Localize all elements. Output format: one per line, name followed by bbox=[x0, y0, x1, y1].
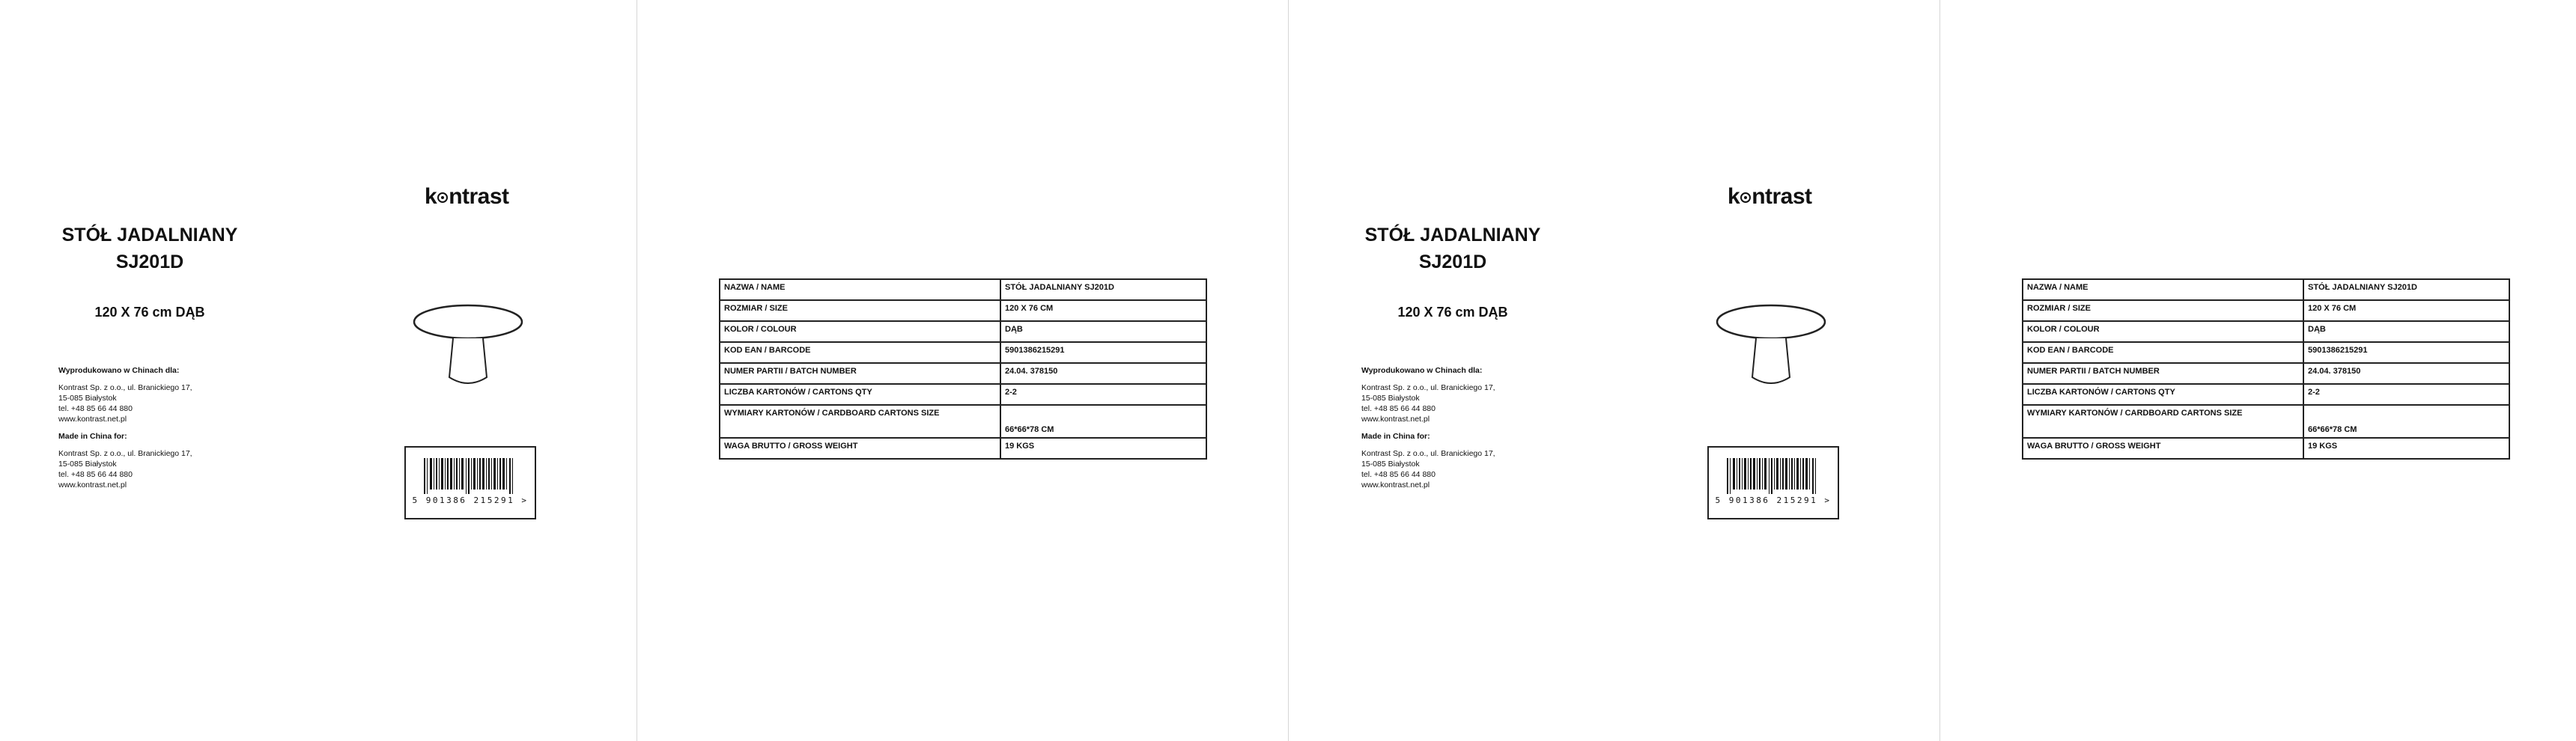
table-row: KOD EAN / BARCODE 5901386215291 bbox=[2023, 342, 2509, 363]
front-panel-2 bbox=[1288, 0, 1939, 741]
table-row: KOD EAN / BARCODE 5901386215291 bbox=[720, 342, 1206, 363]
table-row: ROZMIAR / SIZE 120 X 76 CM bbox=[720, 300, 1206, 321]
product-title bbox=[15, 222, 285, 275]
product-title bbox=[1318, 222, 1588, 275]
made-for-header-pl: Wyprodukowano w Chinach dla: bbox=[1361, 366, 1483, 375]
spec-table bbox=[2022, 278, 2510, 460]
barcode-icon bbox=[422, 458, 520, 494]
product-dimensions: 120 X 76 cm DĄB bbox=[1397, 305, 1508, 320]
barcode bbox=[1707, 446, 1839, 519]
spec-panel-1 bbox=[637, 0, 1288, 741]
spec-table bbox=[719, 278, 1207, 460]
brand-logo: k ntrast bbox=[425, 184, 509, 209]
brand-logo: k ntrast bbox=[1728, 184, 1812, 209]
barcode-icon bbox=[1725, 458, 1823, 494]
table-row: WAGA BRUTTO / GROSS WEIGHT 19 KGS bbox=[720, 438, 1206, 459]
barcode bbox=[404, 446, 536, 519]
manufacturer-info bbox=[58, 365, 253, 497]
product-dimensions: 120 X 76 cm DĄB bbox=[94, 305, 205, 320]
product-title-line1: STÓŁ JADALNIANY bbox=[61, 225, 238, 246]
address-block: Kontrast Sp. z o.o., ul. Branickiego 17, 15-085 Białystok tel. +48 85 66 44 880 www.kontrast.net.pl bbox=[58, 449, 192, 490]
product-title-line2: SJ201D bbox=[115, 251, 184, 272]
table-row: WAGA BRUTTO / GROSS WEIGHT 19 KGS bbox=[2023, 438, 2509, 459]
table-row: NAZWA / NAME STÓŁ JADALNIANY SJ201D bbox=[2023, 279, 2509, 300]
logo-dot-icon bbox=[1740, 192, 1751, 203]
table-row: LICZBA KARTONÓW / CARTONS QTY 2-2 bbox=[2023, 384, 2509, 405]
barcode-number: 5 901386 215291 > bbox=[1715, 495, 1832, 505]
product-title-line1: STÓŁ JADALNIANY bbox=[1364, 225, 1541, 246]
table-row: WYMIARY KARTONÓW / CARDBOARD CARTONS SIZE 66*66*78 CM bbox=[720, 405, 1206, 438]
made-for-header-en: Made in China for: bbox=[1361, 432, 1430, 441]
barcode-number: 5 901386 215291 > bbox=[412, 495, 529, 505]
table-row: NUMER PARTII / BATCH NUMBER 24.04. 378150 bbox=[720, 363, 1206, 384]
address-block: Kontrast Sp. z o.o., ul. Branickiego 17, 15-085 Białystok tel. +48 85 66 44 880 www.kontrast.net.pl bbox=[58, 383, 192, 424]
product-title-line2: SJ201D bbox=[1418, 251, 1487, 272]
logo-dot-icon bbox=[437, 192, 448, 203]
table-row: NAZWA / NAME STÓŁ JADALNIANY SJ201D bbox=[720, 279, 1206, 300]
made-for-header-pl: Wyprodukowano w Chinach dla: bbox=[58, 366, 180, 375]
address-block: Kontrast Sp. z o.o., ul. Branickiego 17, 15-085 Białystok tel. +48 85 66 44 880 www.kontrast.net.pl bbox=[1361, 383, 1495, 424]
table-row: NUMER PARTII / BATCH NUMBER 24.04. 378150 bbox=[2023, 363, 2509, 384]
table-row: KOLOR / COLOUR DĄB bbox=[2023, 321, 2509, 342]
address-block: Kontrast Sp. z o.o., ul. Branickiego 17, 15-085 Białystok tel. +48 85 66 44 880 www.kontrast.net.pl bbox=[1361, 449, 1495, 490]
spec-panel-2 bbox=[1939, 0, 2576, 741]
table-row: LICZBA KARTONÓW / CARTONS QTY 2-2 bbox=[720, 384, 1206, 405]
table-row: WYMIARY KARTONÓW / CARDBOARD CARTONS SIZE 66*66*78 CM bbox=[2023, 405, 2509, 438]
manufacturer-info bbox=[1361, 365, 1556, 497]
table-illustration-icon bbox=[1715, 302, 1827, 391]
table-row: ROZMIAR / SIZE 120 X 76 CM bbox=[2023, 300, 2509, 321]
front-panel-1 bbox=[0, 0, 637, 741]
table-illustration-icon bbox=[412, 302, 524, 391]
table-row: KOLOR / COLOUR DĄB bbox=[720, 321, 1206, 342]
made-for-header-en: Made in China for: bbox=[58, 432, 127, 441]
